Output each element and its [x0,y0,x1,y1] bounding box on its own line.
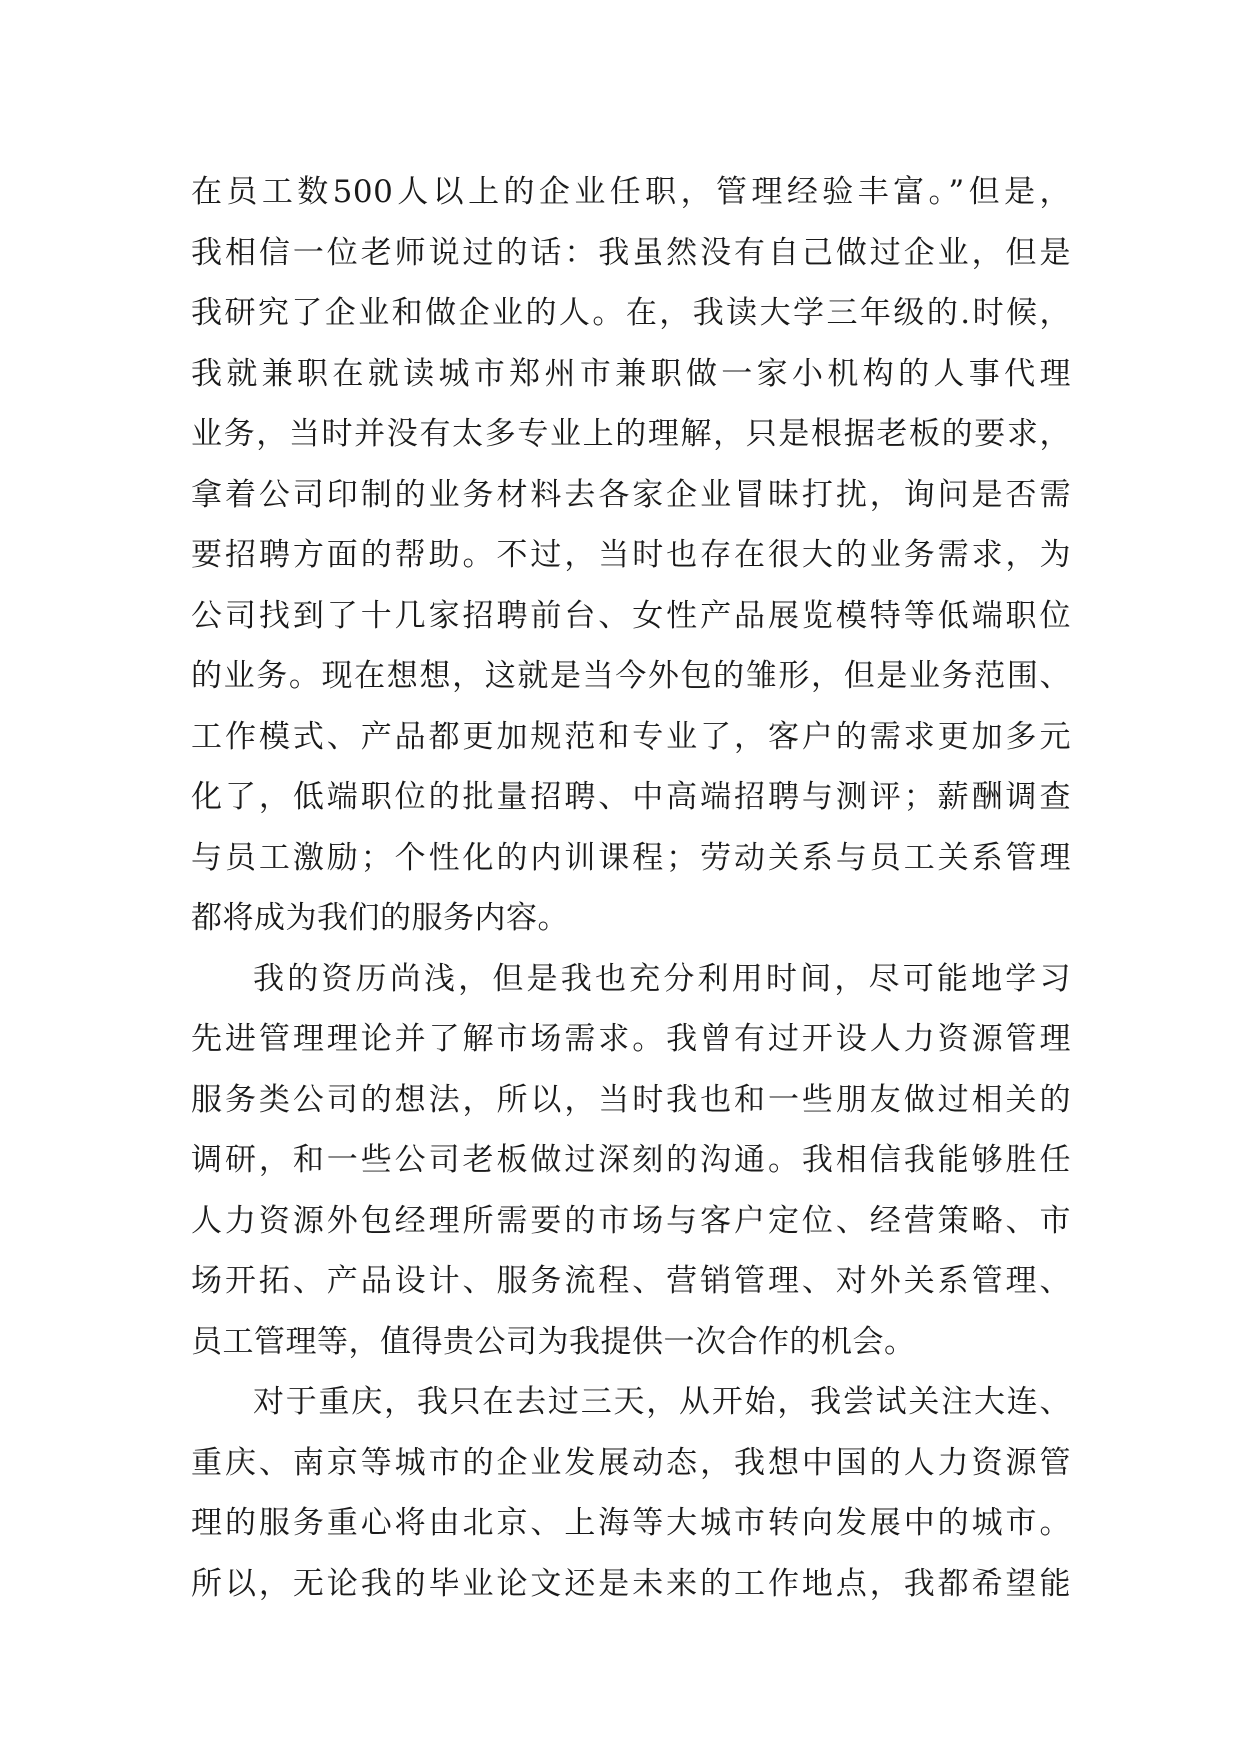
text-line: 理的服务重心将由北京、上海等大城市转向发展中的城市。 [191,1505,1071,1541]
body-text [191,162,1071,1614]
text-line: 我就兼职在就读城市郑州市兼职做一家小机构的人事代理 [191,355,1071,392]
text-line: 在员工数500人以上的企业任职，管理经验丰富。”但是， [191,174,1071,210]
text-line: 要招聘方面的帮助。不过，当时也存在很大的业务需求，为 [191,537,1071,573]
text-line: 人力资源外包经理所需要的市场与客户定位、经营策略、市 [191,1202,1071,1239]
text-line: 公司找到了十几家招聘前台、女性产品展览模特等低端职位 [191,597,1071,634]
text-line: 拿着公司印制的业务材料去各家企业冒昧打扰，询问是否需 [191,476,1071,513]
text-line: 业务，当时并没有太多专业上的理解，只是根据老板的要求， [191,416,1071,452]
text-line: 我研究了企业和做企业的人。在，我读大学三年级的.时候， [191,295,1071,331]
text-line: 我的资历尚浅，但是我也充分利用时间，尽可能地学习 [253,960,1071,997]
text-line: 场开拓、产品设计、服务流程、营销管理、对外关系管理、 [191,1263,1071,1299]
text-line: 先进管理理论并了解市场需求。我曾有过开设人力资源管理 [191,1021,1071,1057]
text-line: 化了，低端职位的批量招聘、中高端招聘与测评；薪酬调查 [191,779,1071,815]
text-line: 重庆、南京等城市的企业发展动态，我想中国的人力资源管 [191,1444,1071,1481]
text-line: 与员工激励；个性化的内训课程；劳动关系与员工关系管理 [191,839,1071,876]
text-line: 服务类公司的想法，所以，当时我也和一些朋友做过相关的 [191,1081,1071,1118]
text-line: 对于重庆，我只在去过三天，从开始，我尝试关注大连、 [253,1384,1071,1420]
text-line: 员工管理等，值得贵公司为我提供一次合作的机会。 [191,1323,916,1360]
text-line: 所以，无论我的毕业论文还是未来的工作地点，我都希望能 [191,1565,1071,1602]
text-line: 的业务。现在想想，这就是当今外包的雏形，但是业务范围、 [191,658,1071,694]
text-line: 我相信一位老师说过的话：我虽然没有自己做过企业，但是 [191,234,1071,271]
text-line: 都将成为我们的服务内容。 [191,900,569,936]
text-line: 调研，和一些公司老板做过深刻的沟通。我相信我能够胜任 [191,1142,1071,1178]
text-line: 工作模式、产品都更加规范和专业了，客户的需求更加多元 [191,718,1071,755]
